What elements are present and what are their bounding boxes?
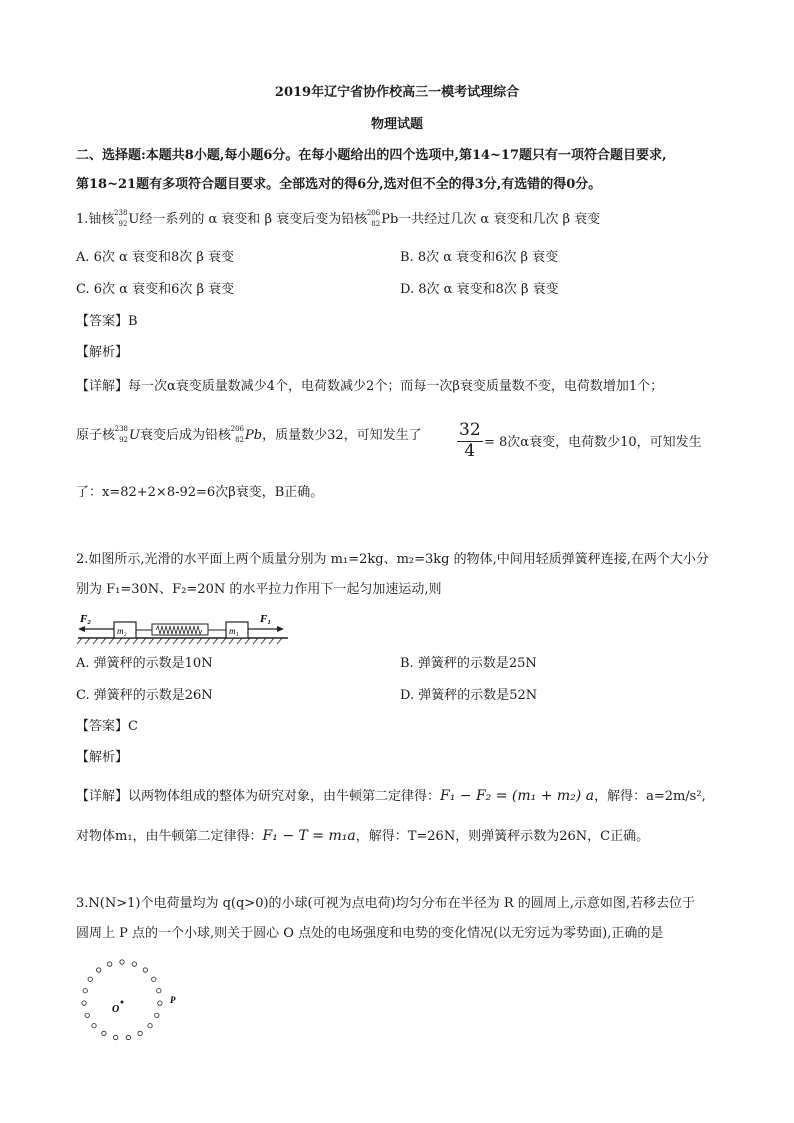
ring-charge-dot (82, 1001, 86, 1005)
uranium-nuclide: 238 92 (114, 209, 128, 228)
q3-charge-ring-diagram (76, 952, 186, 1047)
force-f1-label: F₁ (260, 613, 272, 625)
q1-option-d: D. 8次 α 衰变和8次 β 衰变 (400, 282, 559, 297)
q2-option-b: B. 弹簧秤的示数是25N (400, 656, 537, 671)
q2-detail-line1: 【详解】以两物体组成的整体为研究对象，由牛顿第二定律得：F₁ − F₂ = (m₁ + m₂) a，解得：a=2m/s², (76, 788, 706, 804)
q1-detail-line2-end: = 8次α衰变，电荷数少10，可知发生 (484, 435, 702, 450)
ring-charge-dot (88, 977, 92, 981)
q1-answer: 【答案】B (76, 314, 138, 329)
q1-option-c: C. 6次 α 衰变和6次 β 衰变 (76, 282, 235, 297)
q1-option-b: B. 8次 α 衰变和6次 β 衰变 (400, 250, 559, 265)
q1-option-a: A. 6次 α 衰变和8次 β 衰变 (76, 250, 235, 265)
q1-detail-line3: 了：x=82+2×8-92=6次β衰变，B正确。 (76, 485, 324, 500)
page-subtitle: 物理试题 (370, 117, 423, 132)
center-label-o: O (112, 1004, 120, 1015)
q2-stem-line1: 2.如图所示,光滑的水平面上两个质量分别为 m₁=2kg、m₂=3kg 的物体,中间用轻质弹簧秤连接,在两个大小分 (76, 552, 709, 567)
page-title: 2019年辽宁省协作校高三一模考试理综合 (274, 85, 520, 100)
q2-analysis-label: 【解析】 (76, 750, 129, 765)
q2-option-a: A. 弹簧秤的示数是10N (76, 656, 213, 671)
ring-charge-dot (108, 962, 112, 966)
ring-charge-dot (155, 1013, 159, 1017)
ring-charge-dot (126, 1035, 130, 1039)
ground-hatching (77, 638, 282, 644)
q2-detail-line2: 对物体m₁，由牛顿第二定律得：F₁ − T = m₁a，解得：T=26N，则弹簧秤示数为26N，C正确。 (76, 828, 650, 844)
q1-detail-line2: 原子核 238 92 U衰变后成为铅核 206 82 Pb，质量数少32，可知发生了 (76, 425, 422, 444)
ring-charge-dot (138, 1031, 142, 1035)
ring-charge-dot (152, 977, 156, 981)
point-label-p: P (170, 995, 176, 1005)
force-f2-label: F₂ (80, 613, 92, 625)
q3-stem-line1: 3.N(N>1)个电荷量均为 q(q>0)的小球(可视为点电荷)均匀分布在半径为 R 的圆周上,示意如图,若移去位于 (76, 896, 696, 911)
q2-answer: 【答案】C (76, 719, 138, 734)
q2-stem-line2: 别为 F₁=30N、F₂=20N 的水平拉力作用下一起匀加速运动,则 (76, 582, 442, 597)
ring-charge-dot (157, 989, 161, 993)
q1-analysis-label: 【解析】 (76, 345, 129, 360)
ring-charge-dot (83, 989, 87, 993)
q2-option-d: D. 弹簧秤的示数是52N (400, 688, 538, 703)
ring-charges (82, 960, 162, 1040)
ring-charge-dot (132, 962, 136, 966)
ring-charge-dot (148, 1024, 152, 1028)
q1-detail-line1: 【详解】每一次α衰变质量数减少4个，电荷数减少2个；而每一次β衰变质量数不变，电荷数增加1个； (76, 379, 664, 394)
ring-charge-dot (102, 1031, 106, 1035)
center-point-o (121, 1001, 124, 1004)
ring-charge-dot (92, 1024, 96, 1028)
ring-charge-dot (120, 960, 124, 964)
q3-stem-line2: 圆周上 P 点的一个小球,则关于圆心 O 点处的电场强度和电势的变化情况(以无穷远为零势面),正确的是 (76, 926, 664, 941)
ring-charge-dot (85, 1013, 89, 1017)
q1-stem: 1.铀核 238 92 U经一系列的 α 衰变和 β 衰变后变为铅核 206 82 Pb一共经过几次 α 衰变和几次 β 衰变 (76, 209, 601, 228)
q2-spring-diagram (76, 606, 296, 646)
ring-charge-dot (158, 1001, 162, 1005)
section-instruction-line2: 第18~21题有多项符合题目要求。全部选对的得6分,选对但不全的得3分,有选错的得0分。 (76, 177, 602, 192)
block-m1-label: m₁ (229, 626, 239, 636)
ring-charge-dot (143, 968, 147, 972)
ring-charge-dot (97, 968, 101, 972)
lead-nuclide: 206 82 (366, 209, 381, 228)
q1-fraction: $\frac{32}{4}$ (459, 420, 481, 461)
ring-charge-dot (114, 1035, 118, 1039)
section-instruction-line1: 二、选择题:本题共8小题,每小题6分。在每小题给出的四个选项中,第14~17题只有一项符合题目要求, (76, 148, 667, 163)
q2-option-c: C. 弹簧秤的示数是26N (76, 688, 213, 703)
block-m2-label: m₂ (117, 626, 127, 636)
